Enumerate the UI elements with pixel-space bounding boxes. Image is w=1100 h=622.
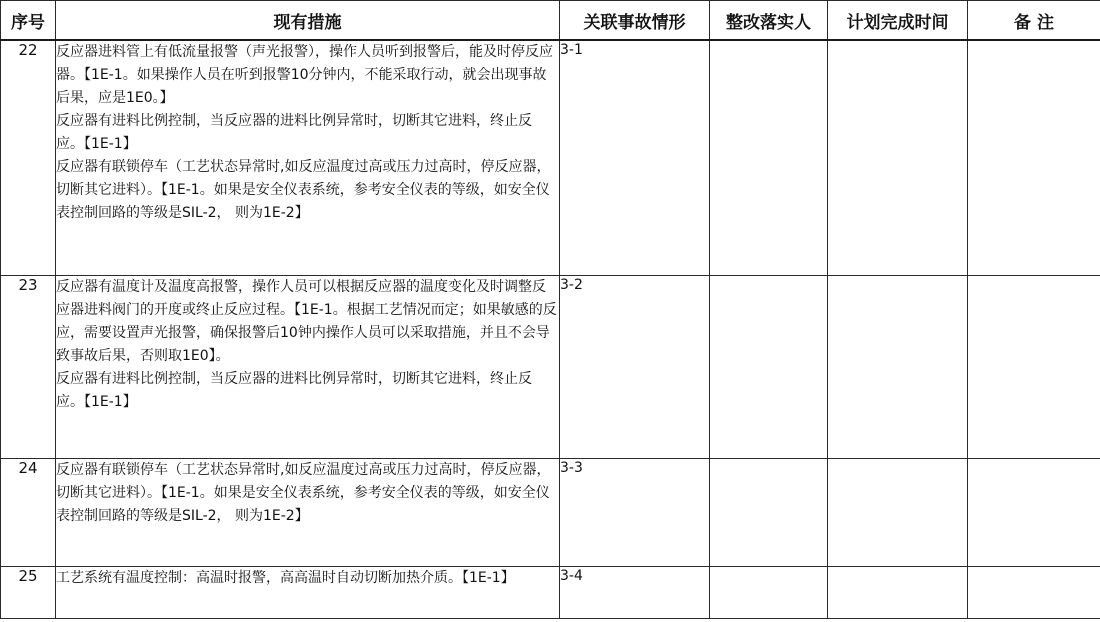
table-row xyxy=(1,40,1100,275)
row-remark-cell[interactable] xyxy=(968,40,1100,275)
row-scenario: 3-1 xyxy=(560,40,710,275)
row-seq: 25 xyxy=(1,566,56,618)
row-remark-cell[interactable] xyxy=(968,566,1100,618)
measure-text: 反应器有进料比例控制，当反应器的进料比例异常时，切断其它进料，终止反应。【1E-1】 xyxy=(56,370,532,410)
row-scenario: 3-2 xyxy=(560,275,710,458)
row-measures xyxy=(56,566,560,618)
row-remark-cell[interactable] xyxy=(968,458,1100,566)
row-owner-cell[interactable] xyxy=(710,458,828,566)
table-row xyxy=(1,566,1100,618)
measure-text: 反应器有进料比例控制，当反应器的进料比例异常时，切断其它进料，终止反应。【1E-1】 xyxy=(56,113,532,152)
row-due-cell[interactable] xyxy=(828,40,968,275)
header-remark: 备 注 xyxy=(968,1,1100,41)
measure-text: 反应器有温度计及温度高报警，操作人员可以根据反应器的温度变化及时调整反应器进料阀门的开度或终止反应过程。【1E-1。根据工艺情况而定；如果敏感的反应，需要设置声光报警，确保报警后10钟内操作人员可以采取措施，并且不会导致事故后果，否则取1E0】。 xyxy=(56,278,557,364)
measure-text: 工艺系统有温度控制：高温时报警，高高温时自动切断加热介质。【1E-1】 xyxy=(56,569,515,586)
row-owner-cell[interactable] xyxy=(710,566,828,618)
row-measures xyxy=(56,40,560,275)
row-scenario: 3-3 xyxy=(560,458,710,566)
header-measure: 现有措施 xyxy=(56,1,560,41)
table-row xyxy=(1,458,1100,566)
row-due-cell[interactable] xyxy=(828,566,968,618)
row-remark-cell[interactable] xyxy=(968,275,1100,458)
header-owner: 整改落实人 xyxy=(710,1,828,41)
row-due-cell[interactable] xyxy=(828,458,968,566)
header-seq: 序号 xyxy=(1,1,56,41)
row-seq: 22 xyxy=(1,40,56,275)
header-due: 计划完成时间 xyxy=(828,1,968,41)
header-scenario: 关联事故情形 xyxy=(560,1,710,41)
measure-text: 反应器有联锁停车（工艺状态异常时,如反应温度过高或压力过高时，停反应器，切断其它进料）。【1E-1。如果是安全仪表系统，参考安全仪表的等级，如安全仪表控制回路的等级是SIL-2， 则为1E-2】 xyxy=(56,159,551,221)
row-measures xyxy=(56,458,560,566)
row-scenario: 3-4 xyxy=(560,566,710,618)
measure-text: 反应器有联锁停车（工艺状态异常时,如反应温度过高或压力过高时，停反应器，切断其它进料）。【1E-1。如果是安全仪表系统，参考安全仪表的等级，如安全仪表控制回路的等级是SIL-2， 则为1E-2】 xyxy=(56,461,551,524)
row-due-cell[interactable] xyxy=(828,275,968,458)
row-measures xyxy=(56,275,560,458)
row-owner-cell[interactable] xyxy=(710,275,828,458)
measure-text: 反应器进料管上有低流量报警（声光报警），操作人员听到报警后，能及时停反应器。【1E-1。如果操作人员在听到报警10分钟内，不能采取行动，就会出现事故后果，应是1E0。】 xyxy=(56,44,553,106)
row-seq: 24 xyxy=(1,458,56,566)
row-seq: 23 xyxy=(1,275,56,458)
header-row xyxy=(1,1,1100,41)
row-owner-cell[interactable] xyxy=(710,40,828,275)
table-row xyxy=(1,275,1100,458)
